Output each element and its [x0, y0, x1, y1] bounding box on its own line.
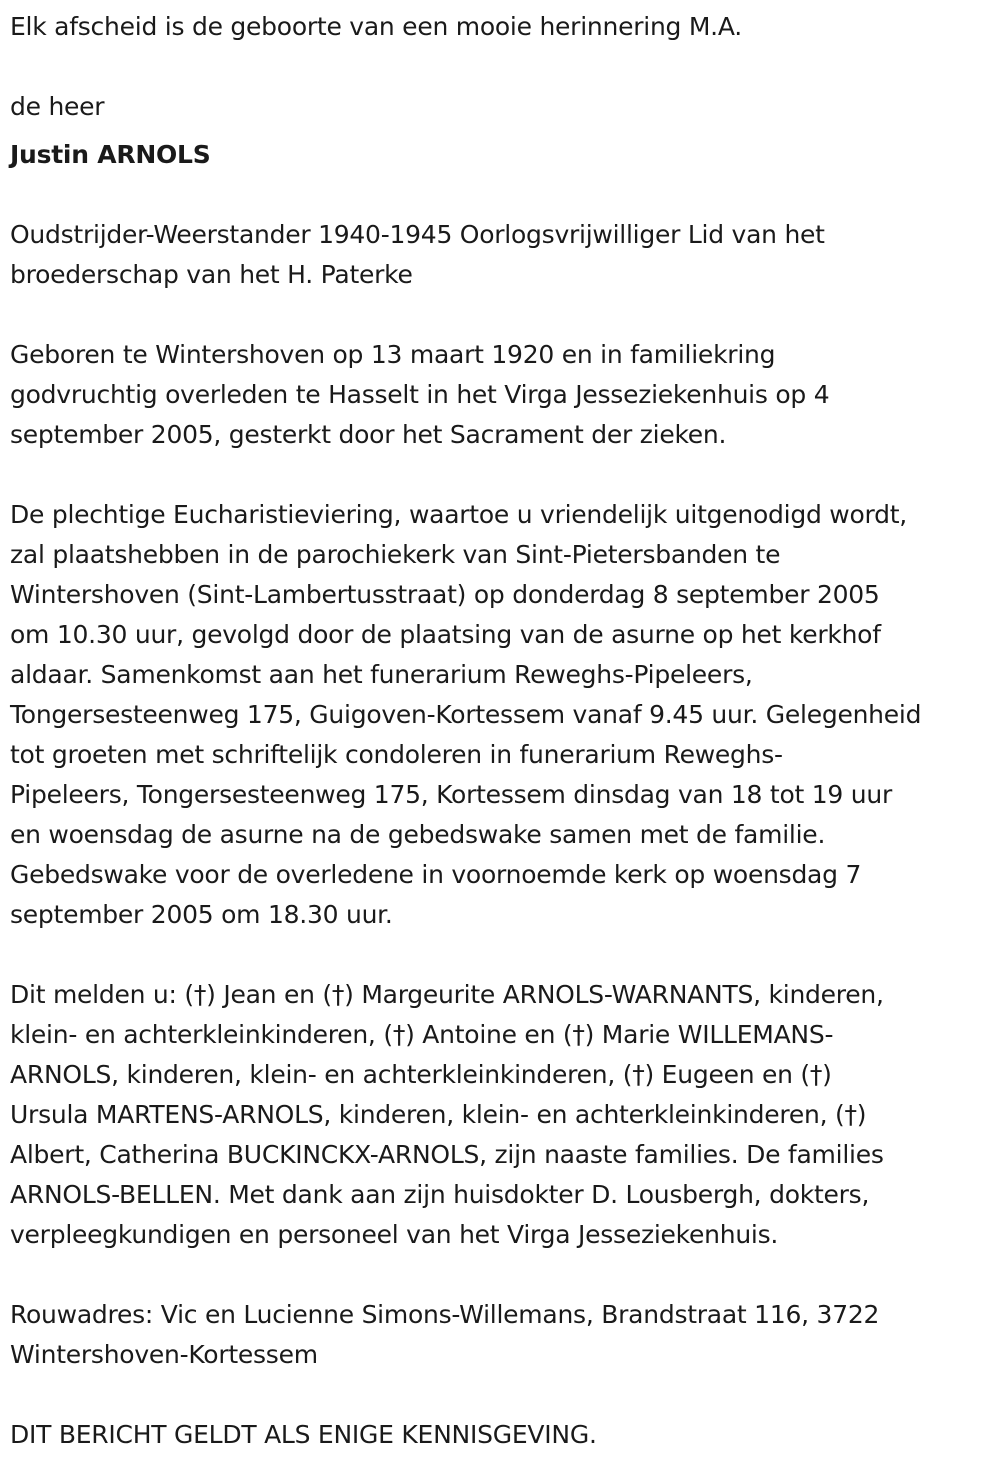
official-notice: DIT BERICHT GELDT ALS ENIGE KENNISGEVING.: [10, 1420, 597, 1449]
deceased-description: Oudstrijder-Weerstander 1940-1945 Oorlogsvrijwilliger Lid van het broederschap van het H. Paterke: [10, 220, 825, 289]
obituary-document: [10, 7, 992, 1455]
salutation: de heer: [10, 92, 105, 121]
deceased-name: Justin ARNOLS: [10, 140, 211, 169]
memorial-quote: Elk afscheid is de geboorte van een mooie herinnering M.A.: [10, 12, 742, 41]
ceremony-paragraph: De plechtige Eucharistieviering, waartoe u vriendelijk uitgenodigd wordt, zal plaatshebben in de parochiekerk van Sint-Pietersbanden te Wintershoven (Sint-Lambertusstraat) op donderdag 8 september 2005 om 10.30 uur, gevolgd door de plaatsing van de asurne op het kerkhof aldaar. Samenkomst aan het funerarium Reweghs-Pipeleers, Tongersesteenweg 175, Guigoven-Kortessem vanaf 9.45 uur. Gelegenheid tot groeten met schriftelijk condoleren in funerarium Reweghs- Pipeleers, Tongersesteenweg 175, Kortessem dinsdag van 18 tot 19 uur en woensdag de asurne na de gebedswake samen met de familie. Gebedswake voor de overledene in voornoemde kerk op woensdag 7 september 2005 om 18.30 uur.: [10, 500, 922, 929]
mourning-address: Rouwadres: Vic en Lucienne Simons-Willemans, Brandstraat 116, 3722 Wintershoven-Kortessem: [10, 1300, 880, 1369]
announcement-paragraph: Dit melden u: (†) Jean en (†) Margeurite ARNOLS-WARNANTS, kinderen, klein- en achterkleinkinderen, (†) Antoine en (†) Marie WILLEMANS- ARNOLS, kinderen, klein- en achterkleinkinderen, (†) Eugeen en (†) Ursula MARTENS-ARNOLS, kinderen, klein- en achterkleinkinderen, (†) Albert, Catherina BUCKINCKX-ARNOLS, zijn naaste families. De families ARNOLS-BELLEN. Met dank aan zijn huisdokter D. Lousbergh, dokters, verpleegkundigen en personeel van het Virga Jesseziekenhuis.: [10, 980, 884, 1249]
birth-death-paragraph: Geboren te Wintershoven op 13 maart 1920 en in familiekring godvruchtig overleden te Hasselt in het Virga Jesseziekenhuis op 4 september 2005, gesterkt door het Sacrament der zieken.: [10, 340, 830, 449]
